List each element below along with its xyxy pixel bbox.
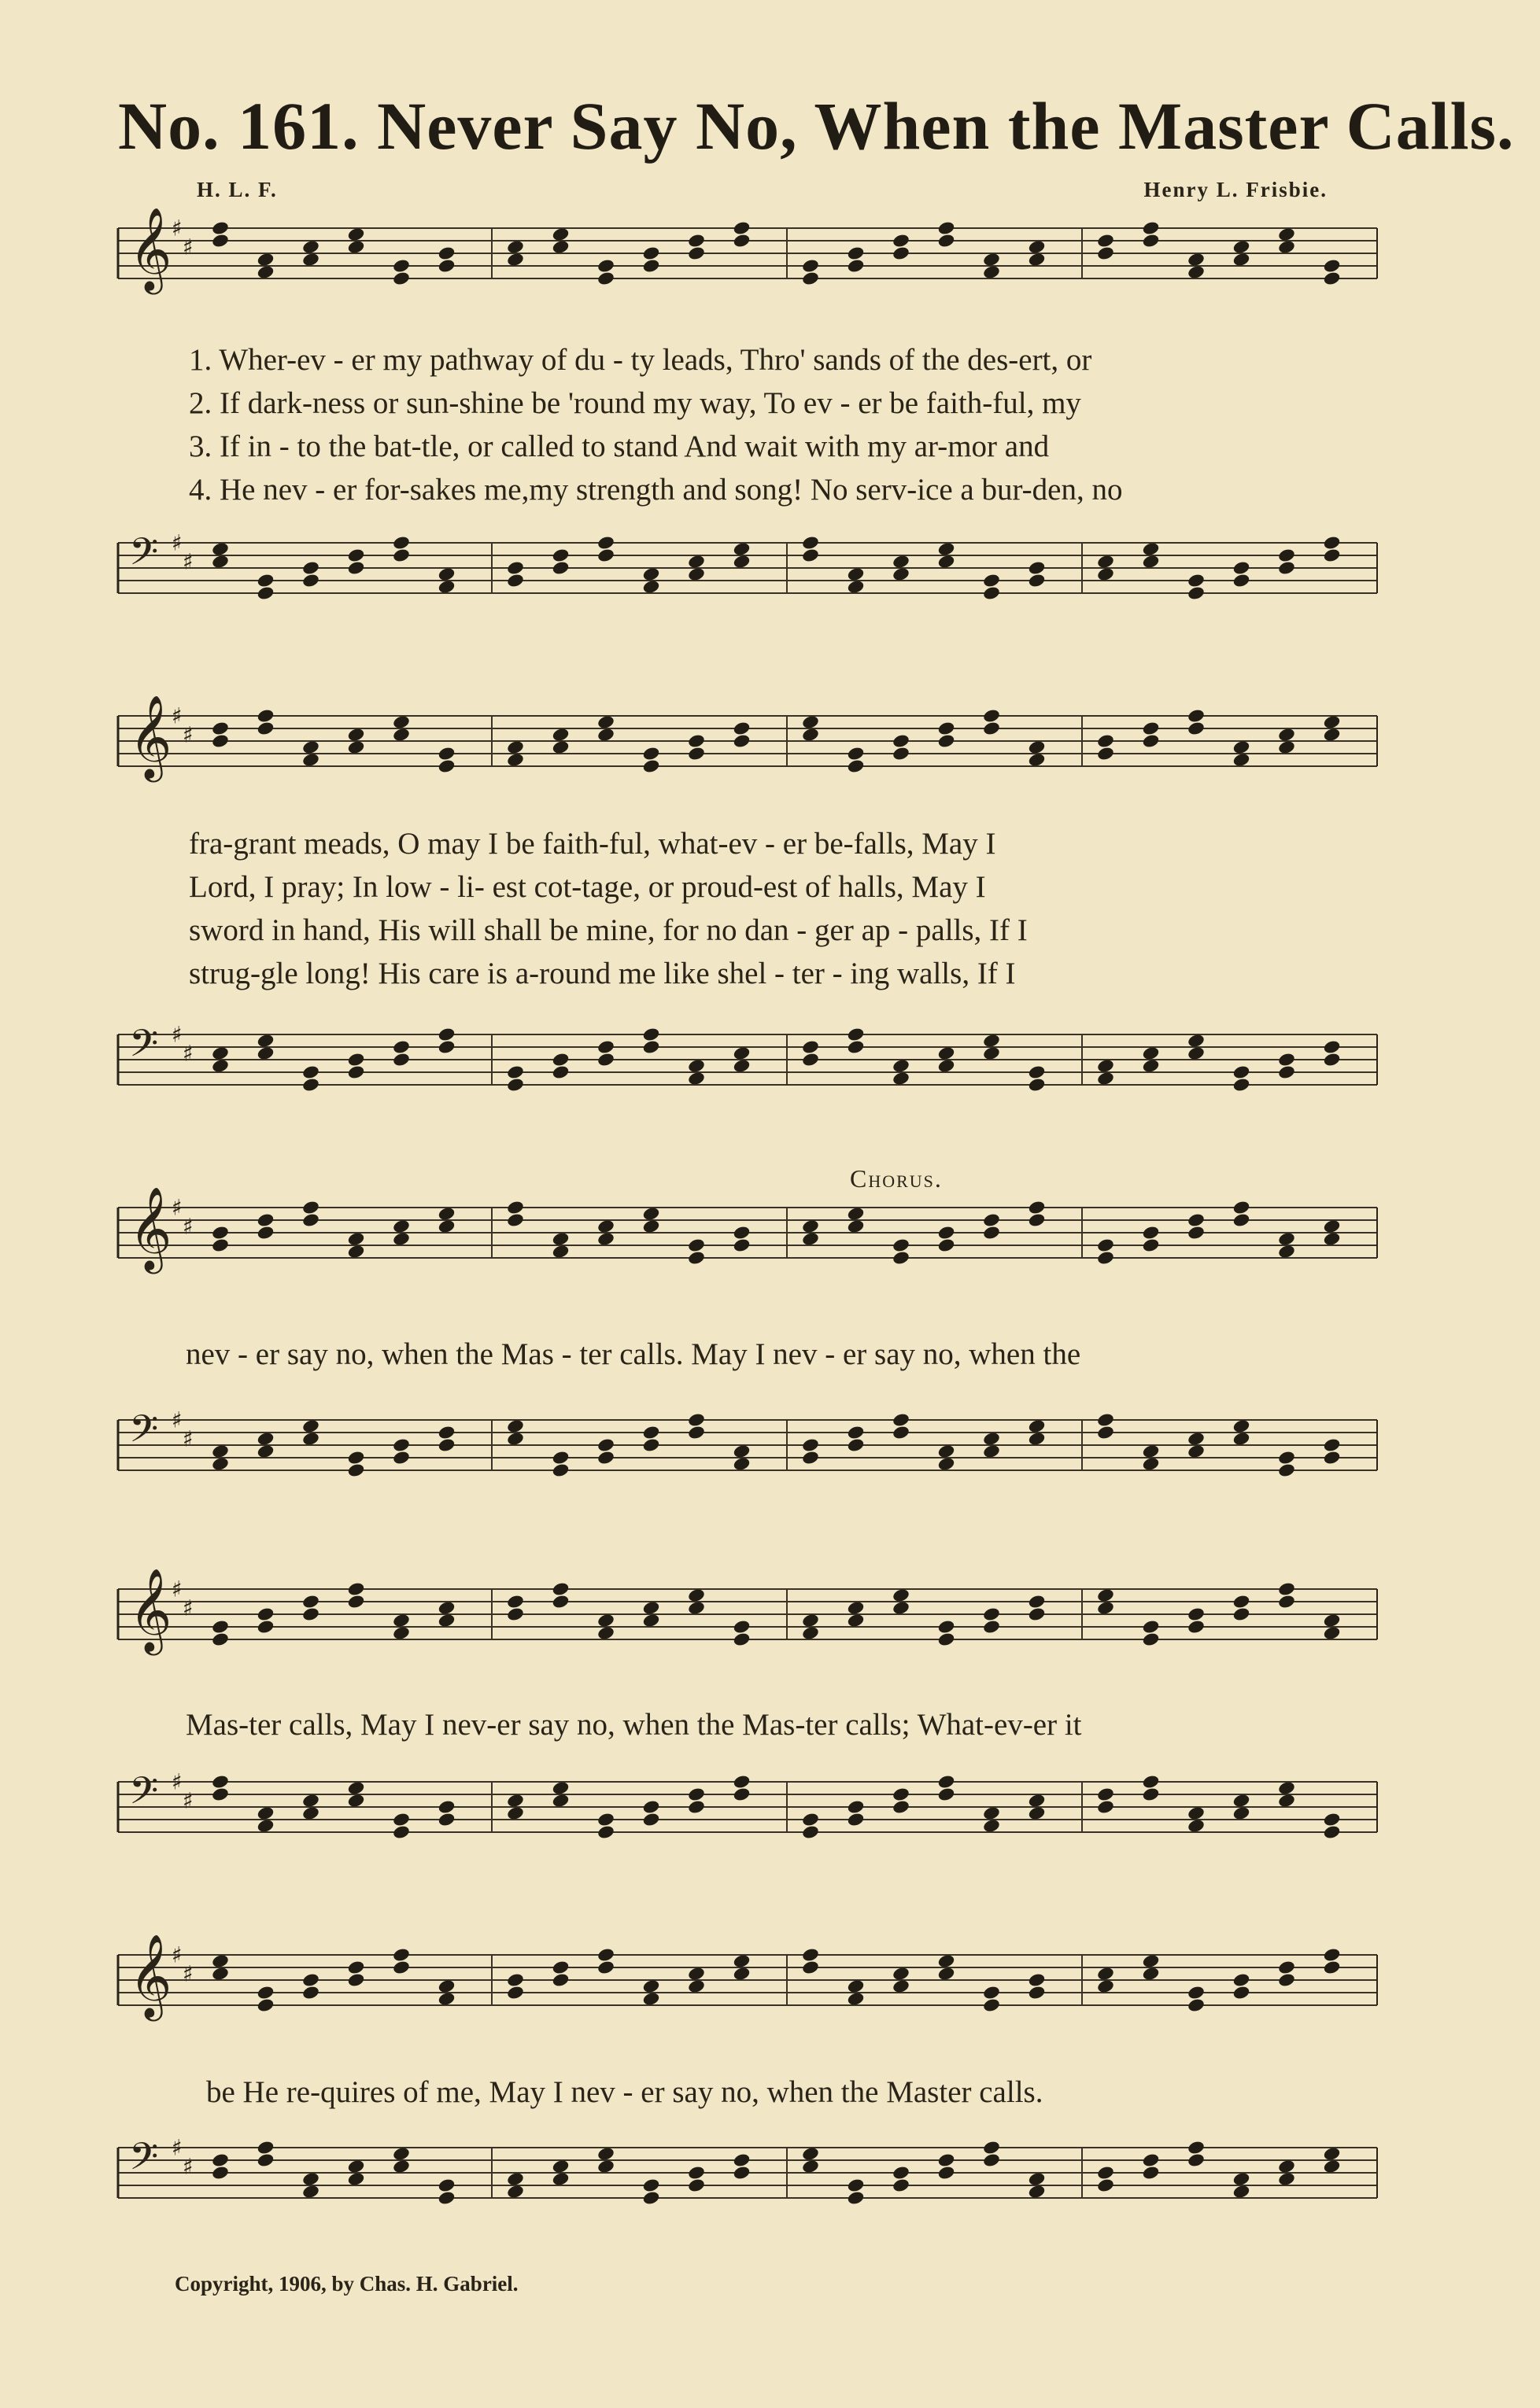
note-head	[937, 554, 956, 570]
note-head	[347, 548, 366, 563]
note-head	[1277, 1052, 1296, 1068]
note-head	[596, 535, 615, 551]
note-head	[1323, 1052, 1342, 1068]
note-head	[801, 1812, 820, 1827]
note-head	[596, 1052, 615, 1068]
note-head	[847, 1799, 866, 1815]
note-head	[552, 548, 571, 563]
note-head	[552, 1780, 571, 1796]
note-head	[301, 2171, 320, 2187]
note-head	[642, 2178, 661, 2193]
note-head	[1187, 573, 1206, 588]
note-head	[596, 548, 615, 563]
note-head	[847, 1812, 866, 1827]
note-head	[937, 541, 956, 557]
note-head	[733, 1456, 752, 1472]
note-head	[1096, 566, 1115, 582]
note-head	[211, 1045, 230, 1061]
note-head	[847, 1027, 866, 1042]
note-head	[392, 2146, 411, 2162]
note-head	[982, 1045, 1001, 1061]
note-head	[506, 1805, 525, 1821]
note-head	[982, 1805, 1001, 1821]
sharp-icon: ♯	[183, 1595, 194, 1621]
note-head	[257, 1033, 275, 1049]
note-head	[301, 560, 320, 576]
note-head	[438, 1812, 456, 1827]
note-head	[438, 579, 456, 595]
lyric-chorus: Mas-ter calls, May I nev-er say no, when the Mas-ter calls; What-ev-er it	[186, 1708, 1082, 1742]
note-head	[1096, 1058, 1115, 1074]
sharp-icon: ♯	[183, 548, 194, 575]
note-head	[1232, 1064, 1251, 1080]
note-head	[211, 2165, 230, 2181]
note-head	[1277, 1793, 1296, 1809]
note-head	[1142, 1045, 1161, 1061]
note-head	[892, 1071, 910, 1086]
lyric-verse-4: strug-gle long! His care is a-round me like shel - ter - ing walls, If I	[189, 957, 1016, 990]
lyric-verse-2: Lord, I pray; In low - li- est cot-tage, or proud-est of halls, May I	[189, 870, 986, 904]
note-head	[211, 1058, 230, 1074]
note-head	[1187, 1444, 1206, 1459]
note-head	[1232, 2171, 1251, 2187]
note-head	[1096, 2178, 1115, 2193]
note-head	[211, 1774, 230, 1790]
note-head	[1028, 1064, 1047, 1080]
hymn-title: No. 161. Never Say No, When the Master Calls.	[118, 88, 1515, 164]
note-head	[211, 541, 230, 557]
bass-clef-icon: 𝄢	[129, 1020, 159, 1075]
note-head	[642, 1437, 661, 1453]
note-head	[1277, 1462, 1296, 1478]
note-head	[937, 1045, 956, 1061]
note-head	[1323, 1039, 1342, 1055]
note-head	[687, 1787, 706, 1802]
note-head	[1028, 1418, 1047, 1434]
sharp-icon: ♯	[183, 2153, 194, 2180]
note-head	[982, 1444, 1001, 1459]
note-head	[596, 1450, 615, 1466]
note-head	[552, 1064, 571, 1080]
treble-clef-icon: 𝄞	[129, 1933, 172, 2018]
note-head	[847, 579, 866, 595]
note-head	[642, 1039, 661, 1055]
note-head	[596, 2159, 615, 2174]
music-system-4	[110, 1558, 1385, 1888]
treble-clef-icon: 𝄞	[129, 206, 172, 291]
note-head	[1232, 1431, 1251, 1447]
note-head	[347, 1780, 366, 1796]
lyric-verse-3: 3. If in - to the bat-tle, or called to stand And wait with my ar-mor and	[189, 430, 1050, 463]
note-head	[1277, 1064, 1296, 1080]
note-head	[1323, 1437, 1342, 1453]
note-head	[257, 585, 275, 601]
note-head	[257, 1431, 275, 1447]
note-head	[801, 1824, 820, 1840]
note-head	[347, 2171, 366, 2187]
note-head	[1277, 1780, 1296, 1796]
note-head	[642, 2190, 661, 2206]
note-head	[1232, 1793, 1251, 1809]
note-head	[937, 1787, 956, 1802]
note-head	[801, 2146, 820, 2162]
note-head	[301, 1431, 320, 1447]
note-head	[438, 2190, 456, 2206]
note-head	[347, 2159, 366, 2174]
note-head	[552, 1052, 571, 1068]
note-head	[687, 2165, 706, 2181]
note-head	[847, 2178, 866, 2193]
note-head	[596, 1039, 615, 1055]
note-head	[642, 1027, 661, 1042]
note-head	[937, 1058, 956, 1074]
note-head	[982, 2152, 1001, 2168]
note-head	[1142, 1774, 1161, 1790]
note-head	[1028, 1793, 1047, 1809]
note-head	[552, 2159, 571, 2174]
note-head	[1323, 1812, 1342, 1827]
note-head	[257, 1818, 275, 1834]
note-head	[1187, 1431, 1206, 1447]
note-head	[1142, 554, 1161, 570]
note-head	[1232, 1418, 1251, 1434]
note-head	[211, 554, 230, 570]
chorus-label: Chorus.	[850, 1164, 943, 1193]
note-head	[892, 2178, 910, 2193]
note-head	[347, 1052, 366, 1068]
note-head	[1096, 1071, 1115, 1086]
note-head	[1187, 2140, 1206, 2155]
note-head	[301, 1418, 320, 1434]
note-head	[1187, 585, 1206, 601]
note-head	[1142, 2152, 1161, 2168]
note-head	[347, 1793, 366, 1809]
lyric-verse-4: 4. He nev - er for-sakes me,my strength and song! No serv-ice a bur-den, no	[189, 473, 1123, 507]
note-head	[1187, 1033, 1206, 1049]
note-head	[733, 2165, 752, 2181]
note-head	[1232, 2184, 1251, 2200]
bass-clef-icon: 𝄢	[129, 1768, 159, 1822]
note-head	[847, 1425, 866, 1440]
note-head	[1187, 1818, 1206, 1834]
sharp-icon: ♯	[183, 1213, 194, 1240]
composer-credit: Henry L. Frisbie.	[1143, 178, 1328, 201]
note-head	[1096, 1799, 1115, 1815]
music-system-3	[110, 1164, 1385, 1510]
note-head	[1277, 1450, 1296, 1466]
music-system-5	[110, 1919, 1385, 2250]
note-head	[438, 1425, 456, 1440]
note-head	[392, 1450, 411, 1466]
note-head	[892, 1425, 910, 1440]
note-head	[1028, 573, 1047, 588]
note-head	[506, 1064, 525, 1080]
note-head	[892, 1799, 910, 1815]
sharp-icon: ♯	[183, 1040, 194, 1067]
lyric-verse-1: 1. Wher-ev - er my pathway of du - ty leads, Thro' sands of the des-ert, or	[189, 343, 1092, 377]
note-head	[801, 1450, 820, 1466]
note-head	[892, 566, 910, 582]
note-head	[257, 2140, 275, 2155]
note-head	[506, 2171, 525, 2187]
treble-clef-icon: 𝄞	[129, 694, 172, 779]
note-head	[506, 2184, 525, 2200]
note-head	[733, 2152, 752, 2168]
note-head	[506, 1418, 525, 1434]
note-head	[733, 554, 752, 570]
note-head	[892, 1058, 910, 1074]
sharp-icon: ♯	[172, 702, 183, 729]
note-head	[1142, 1444, 1161, 1459]
lyric-chorus: be He re-quires of me, May I nev - er say no, when the Master calls.	[206, 2075, 1043, 2109]
note-head	[687, 566, 706, 582]
sharp-icon: ♯	[172, 1021, 183, 1048]
note-head	[347, 1450, 366, 1466]
note-head	[1096, 1787, 1115, 1802]
note-head	[642, 1812, 661, 1827]
note-head	[438, 1039, 456, 1055]
note-head	[687, 1071, 706, 1086]
lyricist-credit: H. L. F.	[197, 178, 278, 201]
note-head	[257, 1805, 275, 1821]
note-head	[257, 573, 275, 588]
note-head	[1323, 2159, 1342, 2174]
note-head	[687, 2178, 706, 2193]
sharp-icon: ♯	[183, 234, 194, 260]
note-head	[687, 1425, 706, 1440]
note-head	[552, 1450, 571, 1466]
note-head	[1142, 1787, 1161, 1802]
note-head	[733, 1058, 752, 1074]
note-head	[937, 2165, 956, 2181]
note-head	[982, 585, 1001, 601]
note-head	[1323, 548, 1342, 563]
note-head	[257, 1045, 275, 1061]
note-head	[847, 1039, 866, 1055]
note-head	[982, 1033, 1001, 1049]
note-head	[438, 1437, 456, 1453]
note-head	[347, 1064, 366, 1080]
lyric-chorus: nev - er say no, when the Mas - ter calls. May I nev - er say no, when the	[186, 1337, 1081, 1371]
sharp-icon: ♯	[183, 721, 194, 748]
note-head	[392, 1812, 411, 1827]
note-head	[392, 1039, 411, 1055]
note-head	[982, 1431, 1001, 1447]
note-head	[733, 1444, 752, 1459]
note-head	[642, 566, 661, 582]
note-head	[1096, 2165, 1115, 2181]
note-head	[847, 1437, 866, 1453]
note-head	[211, 1444, 230, 1459]
note-head	[1187, 1045, 1206, 1061]
note-head	[801, 1039, 820, 1055]
music-system-2	[110, 684, 1385, 1125]
note-head	[301, 1077, 320, 1093]
note-head	[392, 1824, 411, 1840]
note-head	[847, 566, 866, 582]
music-system-1	[110, 206, 1385, 653]
note-head	[392, 1437, 411, 1453]
note-head	[1277, 560, 1296, 576]
note-head	[687, 1799, 706, 1815]
note-head	[937, 1456, 956, 1472]
note-head	[687, 1412, 706, 1428]
note-head	[392, 1052, 411, 1068]
note-head	[1142, 541, 1161, 557]
note-head	[642, 1425, 661, 1440]
note-head	[1096, 1425, 1115, 1440]
note-head	[1028, 560, 1047, 576]
bass-clef-icon: 𝄢	[129, 529, 159, 583]
note-head	[392, 2159, 411, 2174]
note-head	[506, 573, 525, 588]
note-head	[801, 2159, 820, 2174]
copyright-notice: Copyright, 1906, by Chas. H. Gabriel.	[175, 2272, 519, 2296]
note-head	[506, 1077, 525, 1093]
note-head	[937, 2152, 956, 2168]
note-head	[801, 1052, 820, 1068]
note-head	[257, 1444, 275, 1459]
note-head	[733, 1045, 752, 1061]
note-head	[552, 1462, 571, 1478]
note-head	[982, 2140, 1001, 2155]
note-head	[552, 2171, 571, 2187]
note-head	[301, 1064, 320, 1080]
sharp-icon: ♯	[183, 1960, 194, 1987]
sharp-icon: ♯	[172, 1194, 183, 1221]
note-head	[1323, 535, 1342, 551]
note-head	[1028, 1431, 1047, 1447]
note-head	[301, 1793, 320, 1809]
sharp-icon: ♯	[172, 1768, 183, 1795]
note-head	[1232, 573, 1251, 588]
note-head	[847, 2190, 866, 2206]
lyric-verse-2: 2. If dark-ness or sun-shine be 'round my way, To ev - er be faith-ful, my	[189, 386, 1081, 420]
note-head	[1323, 1450, 1342, 1466]
note-head	[301, 2184, 320, 2200]
note-head	[1277, 548, 1296, 563]
sharp-icon: ♯	[172, 1576, 183, 1602]
note-head	[801, 1437, 820, 1453]
note-head	[506, 1793, 525, 1809]
note-head	[1277, 2171, 1296, 2187]
note-head	[392, 535, 411, 551]
note-head	[892, 1787, 910, 1802]
note-head	[892, 2165, 910, 2181]
note-head	[438, 1027, 456, 1042]
note-head	[1028, 1805, 1047, 1821]
bass-clef-icon: 𝄢	[129, 1406, 159, 1460]
note-head	[982, 573, 1001, 588]
note-head	[1028, 1077, 1047, 1093]
sharp-icon: ♯	[172, 1942, 183, 1968]
note-head	[301, 1805, 320, 1821]
note-head	[211, 2152, 230, 2168]
note-head	[438, 1799, 456, 1815]
note-head	[892, 1412, 910, 1428]
lyric-verse-3: sword in hand, His will shall be mine, for no dan - ger ap - palls, If I	[189, 913, 1028, 947]
sharp-icon: ♯	[183, 1425, 194, 1452]
note-head	[1323, 1824, 1342, 1840]
note-head	[438, 2178, 456, 2193]
note-head	[801, 535, 820, 551]
note-head	[506, 1431, 525, 1447]
note-head	[301, 573, 320, 588]
note-head	[642, 1799, 661, 1815]
note-head	[257, 2152, 275, 2168]
note-head	[347, 1462, 366, 1478]
note-head	[687, 554, 706, 570]
note-head	[596, 2146, 615, 2162]
note-head	[801, 548, 820, 563]
note-head	[596, 1812, 615, 1827]
note-head	[1142, 2165, 1161, 2181]
note-head	[1232, 560, 1251, 576]
sharp-icon: ♯	[172, 2134, 183, 2161]
bass-clef-icon: 𝄢	[129, 2133, 159, 2188]
note-head	[1096, 1412, 1115, 1428]
note-head	[733, 541, 752, 557]
sharp-icon: ♯	[172, 1407, 183, 1433]
note-head	[596, 1437, 615, 1453]
note-head	[1142, 1456, 1161, 1472]
note-head	[392, 548, 411, 563]
lyric-verse-1: fra-grant meads, O may I be faith-ful, what-ev - er be-falls, May I	[189, 827, 996, 861]
note-head	[438, 566, 456, 582]
note-head	[1142, 1058, 1161, 1074]
note-head	[1232, 1805, 1251, 1821]
note-head	[506, 560, 525, 576]
note-head	[1232, 1077, 1251, 1093]
note-head	[1277, 2159, 1296, 2174]
sharp-icon: ♯	[172, 529, 183, 556]
treble-clef-icon: 𝄞	[129, 1567, 172, 1652]
sharp-icon: ♯	[183, 1787, 194, 1814]
note-head	[552, 1793, 571, 1809]
note-head	[1187, 2152, 1206, 2168]
treble-clef-icon: 𝄞	[129, 1186, 172, 1270]
note-head	[642, 579, 661, 595]
note-head	[211, 1787, 230, 1802]
note-head	[687, 1058, 706, 1074]
note-head	[892, 554, 910, 570]
note-head	[1187, 1805, 1206, 1821]
note-head	[982, 1818, 1001, 1834]
note-head	[733, 1787, 752, 1802]
note-head	[1028, 2171, 1047, 2187]
note-head	[937, 1774, 956, 1790]
note-head	[937, 1444, 956, 1459]
note-head	[347, 560, 366, 576]
note-head	[733, 1774, 752, 1790]
note-head	[1323, 2146, 1342, 2162]
note-head	[552, 560, 571, 576]
note-head	[596, 1824, 615, 1840]
note-head	[1096, 554, 1115, 570]
note-head	[1028, 2184, 1047, 2200]
sharp-icon: ♯	[172, 215, 183, 242]
note-head	[211, 1456, 230, 1472]
